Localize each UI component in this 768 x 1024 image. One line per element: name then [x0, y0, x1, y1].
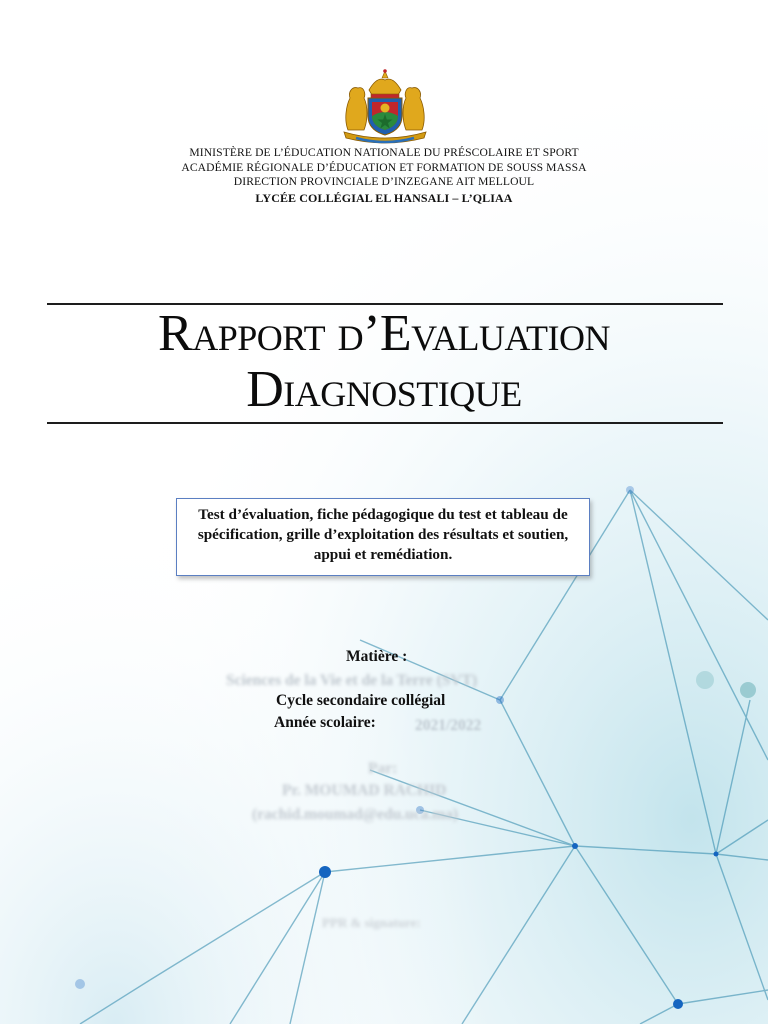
author-email: (rachid.moumad@edu.uca.ma) [252, 806, 459, 823]
ministry-line: MINISTÈRE DE L’ÉDUCATION NATIONALE DU PRÉSCOLAIRE ET SPORT [189, 146, 579, 159]
direction-line: DIRECTION PROVINCIALE D’INZEGANE AIT MELLOUL [233, 175, 535, 188]
cycle-text: Cycle secondaire collégial [276, 692, 446, 709]
title-line-1: Rapport d’Evaluation [158, 305, 610, 362]
by-label: Par: [368, 760, 398, 777]
ppr-signature-label: PPR & signature: [322, 915, 421, 930]
description-box: Test d’évaluation, fiche pédagogique du test et tableau de spécification, grille d’exploitation des résultats et soutien, appui et remédiation. [176, 498, 590, 576]
document-title [0, 306, 768, 418]
school-year-label: Année scolaire: [274, 714, 376, 731]
moroccan-coat-of-arms-icon [338, 68, 432, 144]
subject-label: Matière : [346, 648, 408, 665]
school-line: LYCÉE COLLÉGIAL EL HANSALI – L’QLIAA [255, 190, 513, 205]
title-bottom-rule [47, 422, 723, 424]
subject-value: Sciences de la Vie et de la Terre (SVT) [226, 672, 478, 689]
title-line-2: Diagnostique [246, 361, 522, 418]
institution-header [0, 146, 768, 205]
school-year-value: 2021/2022 [415, 717, 482, 734]
academy-line: ACADÉMIE RÉGIONALE D’ÉDUCATION ET FORMATION DE SOUSS MASSA [181, 160, 587, 174]
author-name: Pr. MOUMAD RACHID [282, 782, 447, 799]
